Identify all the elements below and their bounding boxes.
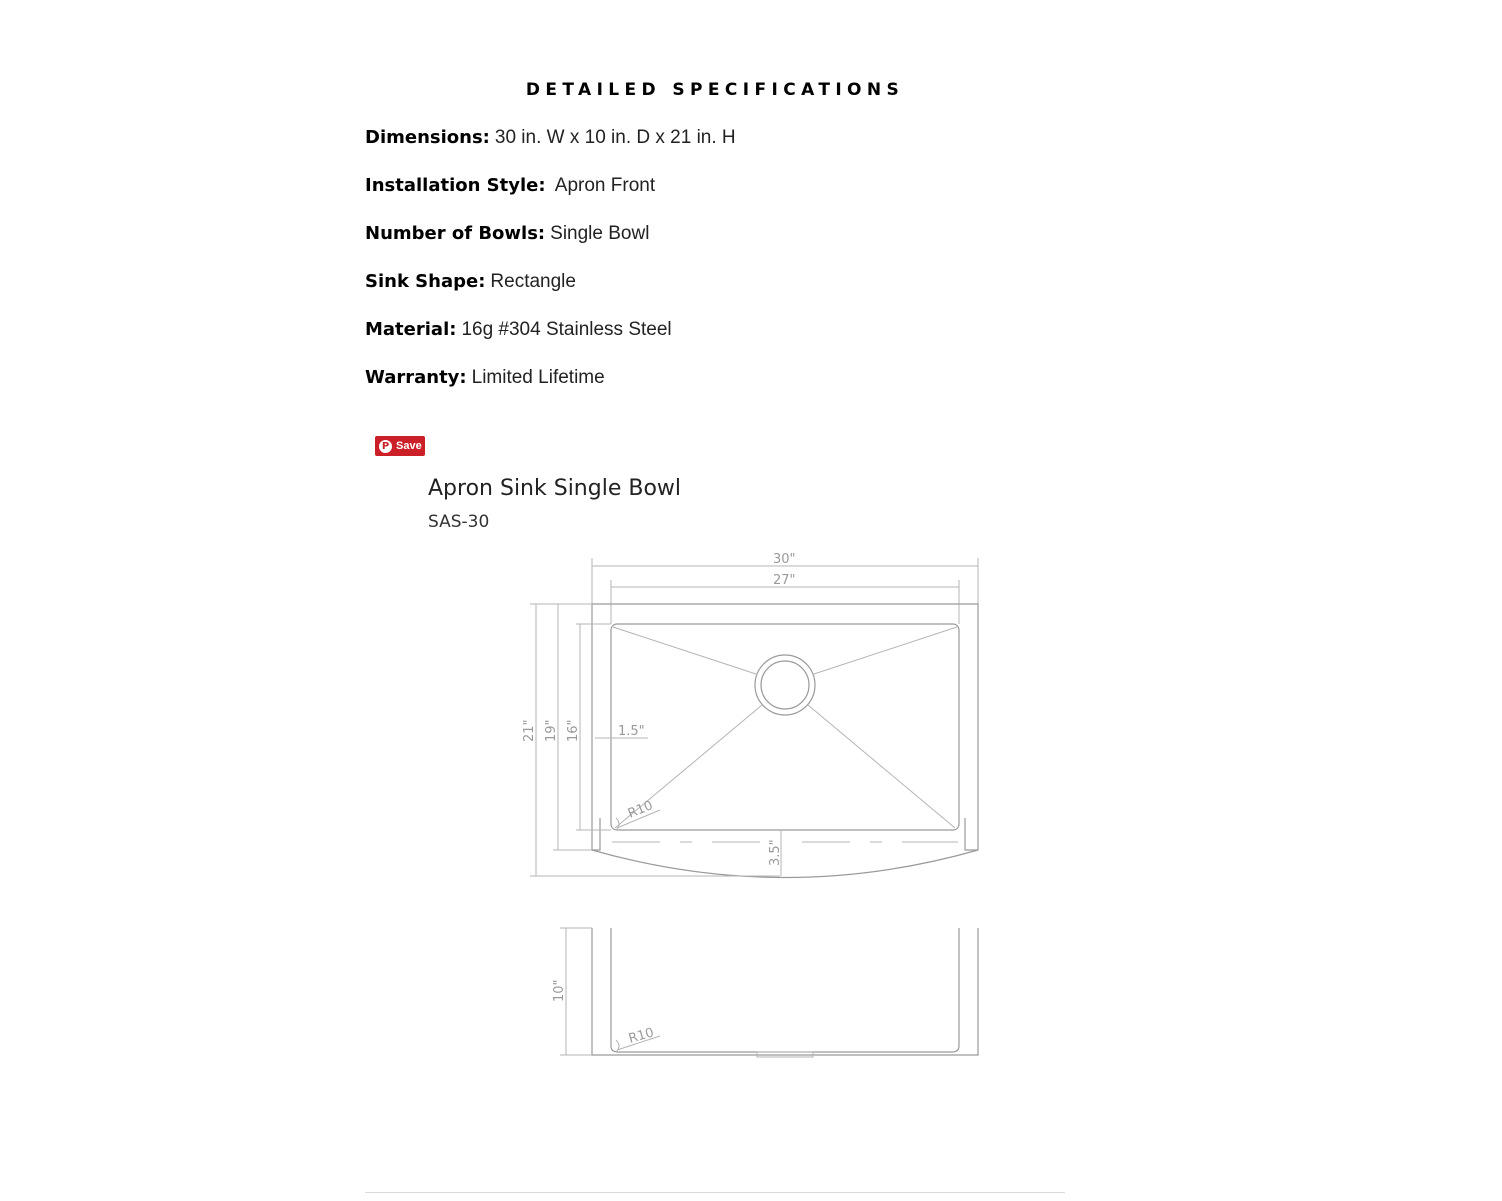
- dimension-3.5-apron: [768, 830, 783, 876]
- divider: [365, 1192, 1065, 1193]
- dim-label-1.5: 1.5": [618, 724, 645, 739]
- spec-label: Number of Bowls:: [365, 223, 546, 244]
- dim-label-r10: R10: [625, 798, 656, 822]
- dim-label-3.5: 3.5": [768, 839, 783, 866]
- spec-label: Dimensions:: [365, 127, 490, 148]
- dim-label-16: 16": [566, 719, 581, 742]
- spec-value: Limited Lifetime: [471, 367, 605, 388]
- dimension-21-height: [522, 604, 780, 876]
- spec-label: Warranty:: [365, 367, 467, 388]
- spec-label: Material:: [365, 319, 457, 340]
- dim-label-19: 19": [544, 719, 559, 742]
- dimension-r10-corner: [616, 798, 660, 830]
- spec-value: 30 in. W x 10 in. D x 21 in. H: [494, 127, 736, 148]
- spec-value: Apron Front: [550, 175, 656, 196]
- pinterest-icon: P: [379, 440, 392, 453]
- dim-label-10: 10": [552, 979, 567, 1002]
- dim-label-27: 27": [773, 573, 796, 588]
- section-heading: DETAILED SPECIFICATIONS: [525, 80, 905, 100]
- spec-label: Sink Shape:: [365, 271, 486, 292]
- dimension-1.5-rim: [595, 724, 648, 739]
- spec-label: Installation Style:: [365, 175, 546, 196]
- dim-label-30: 30": [773, 552, 796, 567]
- spec-value: Single Bowl: [550, 223, 650, 244]
- save-label: Save: [396, 440, 422, 452]
- drawing-title: Apron Sink Single Bowl: [428, 476, 682, 501]
- dimension-r10-side: [616, 1025, 660, 1052]
- spec-value: 16g #304 Stainless Steel: [461, 319, 672, 340]
- sink-top-view: [592, 604, 978, 878]
- spec-value: Rectangle: [490, 271, 576, 292]
- dimension-27-width: [611, 573, 959, 624]
- dimension-10-depth: [552, 928, 592, 1055]
- dim-label-r10-side: R10: [626, 1025, 656, 1047]
- drain-icon: [755, 655, 815, 715]
- dimension-16-height: [566, 624, 611, 830]
- drawing-model: SAS-30: [428, 512, 490, 532]
- dim-label-21: 21": [522, 719, 537, 742]
